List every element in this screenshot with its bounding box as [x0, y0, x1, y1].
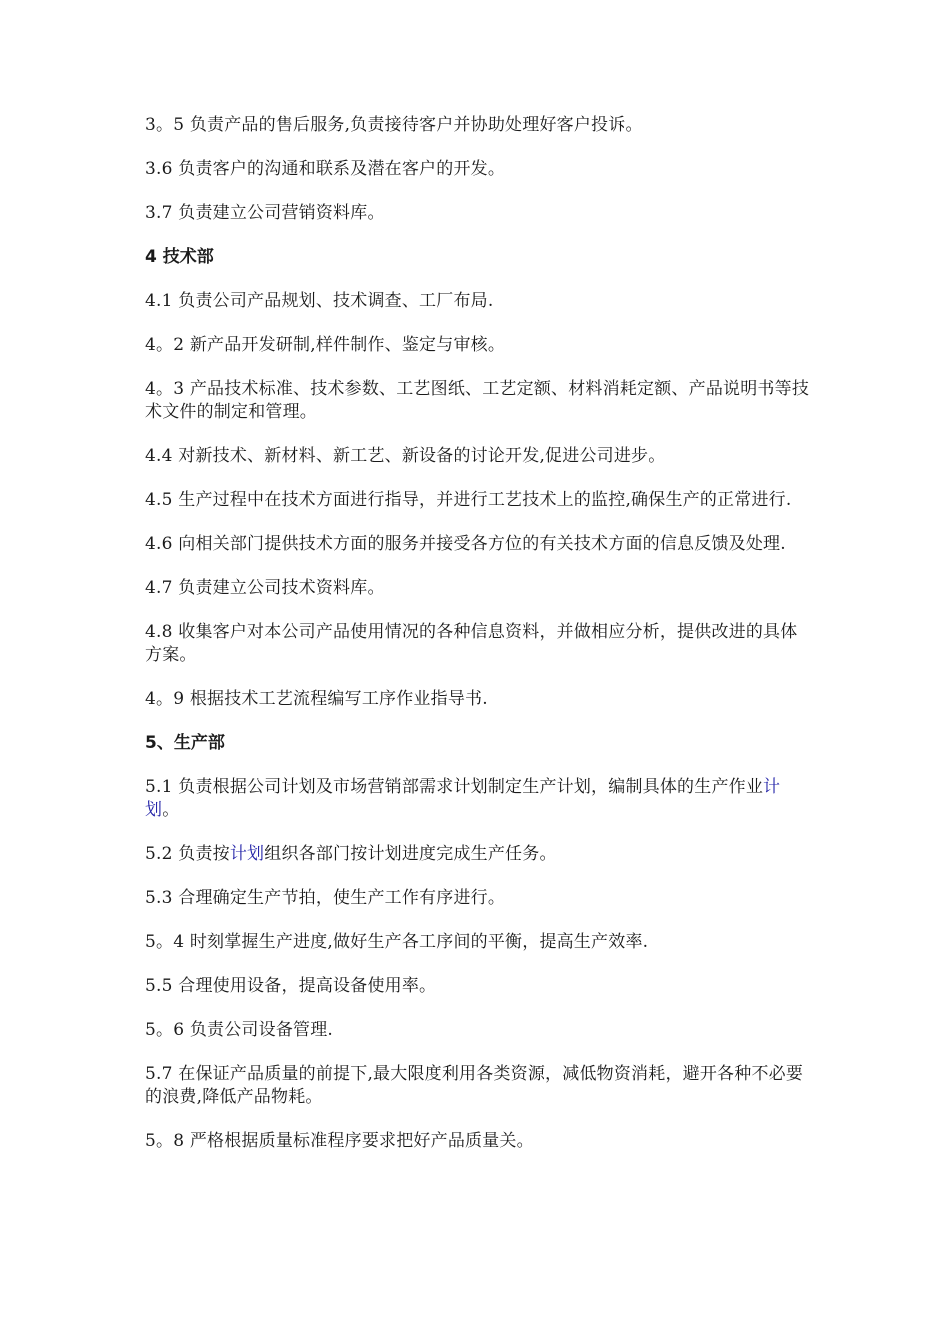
paragraph-5-1-text: 5.1 负责根据公司计划及市场营销部需求计划制定生产计划，编制具体的生产作业 [145, 777, 764, 797]
document-page [145, 114, 810, 1174]
paragraph-5-3: 5.3 合理确定生产节拍，使生产工作有序进行。 [145, 888, 506, 908]
paragraph-4-7: 4.7 负责建立公司技术资料库。 [145, 578, 385, 598]
paragraph-5-5: 5.5 合理使用设备，提高设备使用率。 [145, 976, 437, 996]
paragraph-4-6: 4.6 向相关部门提供技术方面的服务并接受各方位的有关技术方面的信息反馈及处理. [145, 534, 786, 554]
paragraph-5-1-tail: 。 [162, 800, 180, 820]
plan-link[interactable]: 计划 [229, 844, 265, 864]
paragraph-5-2-text: 5.2 负责按 [145, 844, 230, 864]
paragraph-5-8: 5。8 严格根据质量标准程序要求把好产品质量关。 [145, 1131, 534, 1151]
plan-link[interactable]: 计划 [145, 777, 781, 820]
paragraph-5-2-tail: 组织各部门按计划进度完成生产任务。 [264, 844, 557, 864]
paragraph-4-3: 4。3 产品技术标准、技术参数、工艺图纸、工艺定额、材料消耗定额、产品说明书等技术文件的制定和管理。 [145, 379, 810, 422]
paragraph-5-2 [145, 843, 810, 866]
paragraph-5-6: 5。6 负责公司设备管理. [145, 1020, 334, 1040]
paragraph-4-8: 4.8 收集客户对本公司产品使用情况的各种信息资料，并做相应分析，提供改进的具体方案。 [145, 622, 798, 665]
paragraph-4-2: 4。2 新产品开发研制,样件制作、鉴定与审核。 [145, 335, 506, 355]
paragraph-3-6: 3.6 负责客户的沟通和联系及潜在客户的开发。 [145, 159, 506, 179]
section-heading-production-dept: 5、生产部 [145, 733, 225, 753]
paragraph-5-1 [145, 776, 810, 822]
paragraph-5-4: 5。4 时刻掌握生产进度,做好生产各工序间的平衡，提高生产效率. [145, 932, 649, 952]
paragraph-4-5: 4.5 生产过程中在技术方面进行指导，并进行工艺技术上的监控,确保生产的正常进行. [145, 490, 792, 510]
paragraph-5-7: 5.7 在保证产品质量的前提下,最大限度利用各类资源，减低物资消耗，避开各种不必要的浪费,降低产品物耗。 [145, 1064, 804, 1107]
paragraph-3-5: 3。5 负责产品的售后服务,负责接待客户并协助处理好客户投诉。 [145, 115, 643, 135]
paragraph-4-9: 4。9 根据技术工艺流程编写工序作业指导书. [145, 689, 488, 709]
paragraph-3-7: 3.7 负责建立公司营销资料库。 [145, 203, 385, 223]
section-heading-tech-dept: 4 技术部 [145, 247, 214, 267]
paragraph-4-4: 4.4 对新技术、新材料、新工艺、新设备的讨论开发,促进公司进步。 [145, 446, 666, 466]
paragraph-4-1: 4.1 负责公司产品规划、技术调查、工厂布局. [145, 291, 494, 311]
